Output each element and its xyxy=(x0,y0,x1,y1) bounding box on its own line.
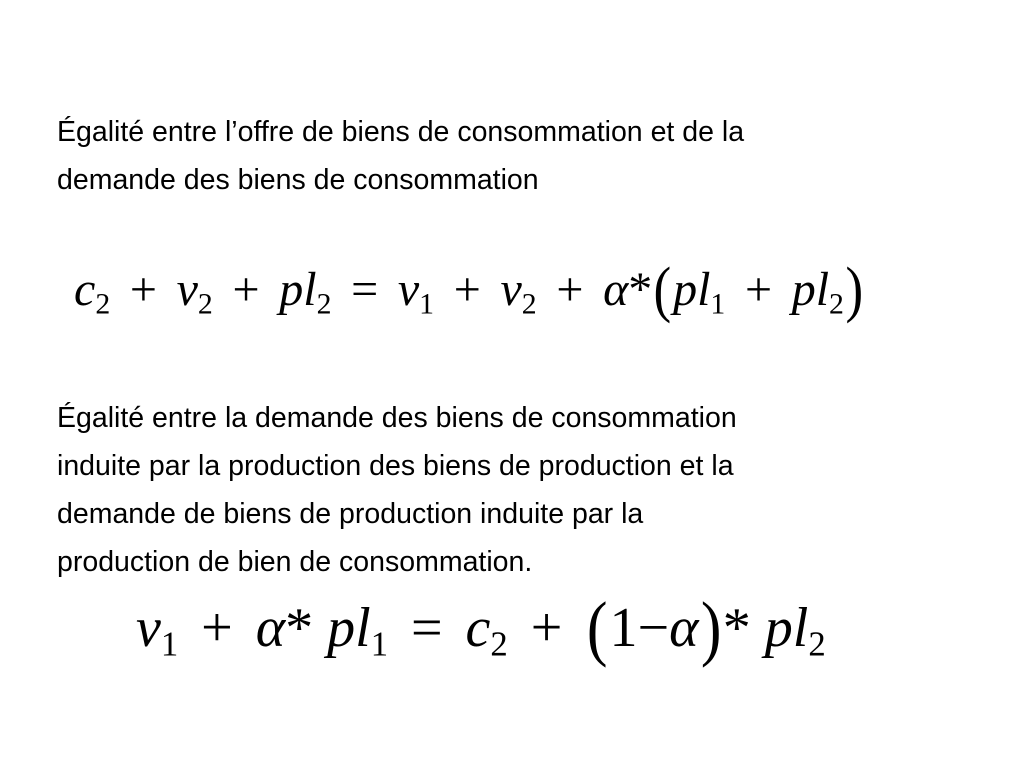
paragraph-line: production de bien de consommation. xyxy=(57,546,533,578)
plus-sign: + xyxy=(744,263,773,316)
subscript: 2 xyxy=(490,624,508,664)
var-alpha: α xyxy=(603,263,629,316)
paragraph-line: demande de biens de production induite par la xyxy=(57,498,644,530)
multiply-star: * xyxy=(722,597,751,659)
minus-sign: − xyxy=(637,597,670,659)
plus-sign: + xyxy=(201,597,233,659)
equation-demande-induite: $v_1 + \alpha*$ $pl_1 = c_2 + (1-\alpha)*$ $pl_2$ xyxy=(136,586,826,668)
equation-equilibre-consommation: $c_2 + v_2 + pl_2 = v_1 + v_2 + \alpha*(pl_1 + pl_2)$ xyxy=(74,254,864,324)
number-one: 1 xyxy=(609,597,638,659)
multiply-star: * xyxy=(285,597,314,659)
paragraph-line: demande des biens de consommation xyxy=(57,164,539,196)
var-pl: pl xyxy=(279,263,317,316)
subscript: 2 xyxy=(808,624,826,664)
subscript: 2 xyxy=(521,287,537,321)
var-v: v xyxy=(176,263,198,316)
subscript: 2 xyxy=(197,287,213,321)
plus-sign: + xyxy=(556,263,584,316)
paragraph-line: Égalité entre la demande des biens de consommation xyxy=(57,402,737,434)
multiply-star: * xyxy=(628,263,653,316)
plus-sign: + xyxy=(232,263,260,316)
paragraph-line: Égalité entre l’offre de biens de consommation et de la xyxy=(57,116,745,148)
subscript: 2 xyxy=(829,287,844,321)
subscript: 1 xyxy=(710,287,726,321)
var-pl: pl xyxy=(327,597,371,659)
plus-sign: + xyxy=(530,597,563,659)
var-pl: pl xyxy=(673,263,711,316)
paragraph-line: induite par la production des biens de production et la xyxy=(57,450,734,482)
var-v: v xyxy=(500,263,522,316)
equals-sign: = xyxy=(411,597,443,659)
subscript: 1 xyxy=(160,624,179,664)
var-v: v xyxy=(136,597,161,659)
subscript: 1 xyxy=(370,624,389,664)
var-alpha: α xyxy=(255,597,286,659)
plus-sign: + xyxy=(129,263,157,316)
var-alpha: α xyxy=(669,597,699,659)
var-pl: pl xyxy=(764,597,809,659)
var-c: c xyxy=(465,597,491,659)
paragraph-offre-demande xyxy=(57,108,744,204)
subscript: 2 xyxy=(316,287,332,321)
var-v: v xyxy=(397,263,420,316)
var-c: c xyxy=(74,263,96,316)
equals-sign: = xyxy=(351,263,379,316)
plus-sign: + xyxy=(453,263,481,316)
paragraph-demande-induite xyxy=(57,394,737,586)
subscript: 1 xyxy=(419,287,435,321)
var-pl: pl xyxy=(791,263,830,316)
subscript: 2 xyxy=(95,287,111,321)
